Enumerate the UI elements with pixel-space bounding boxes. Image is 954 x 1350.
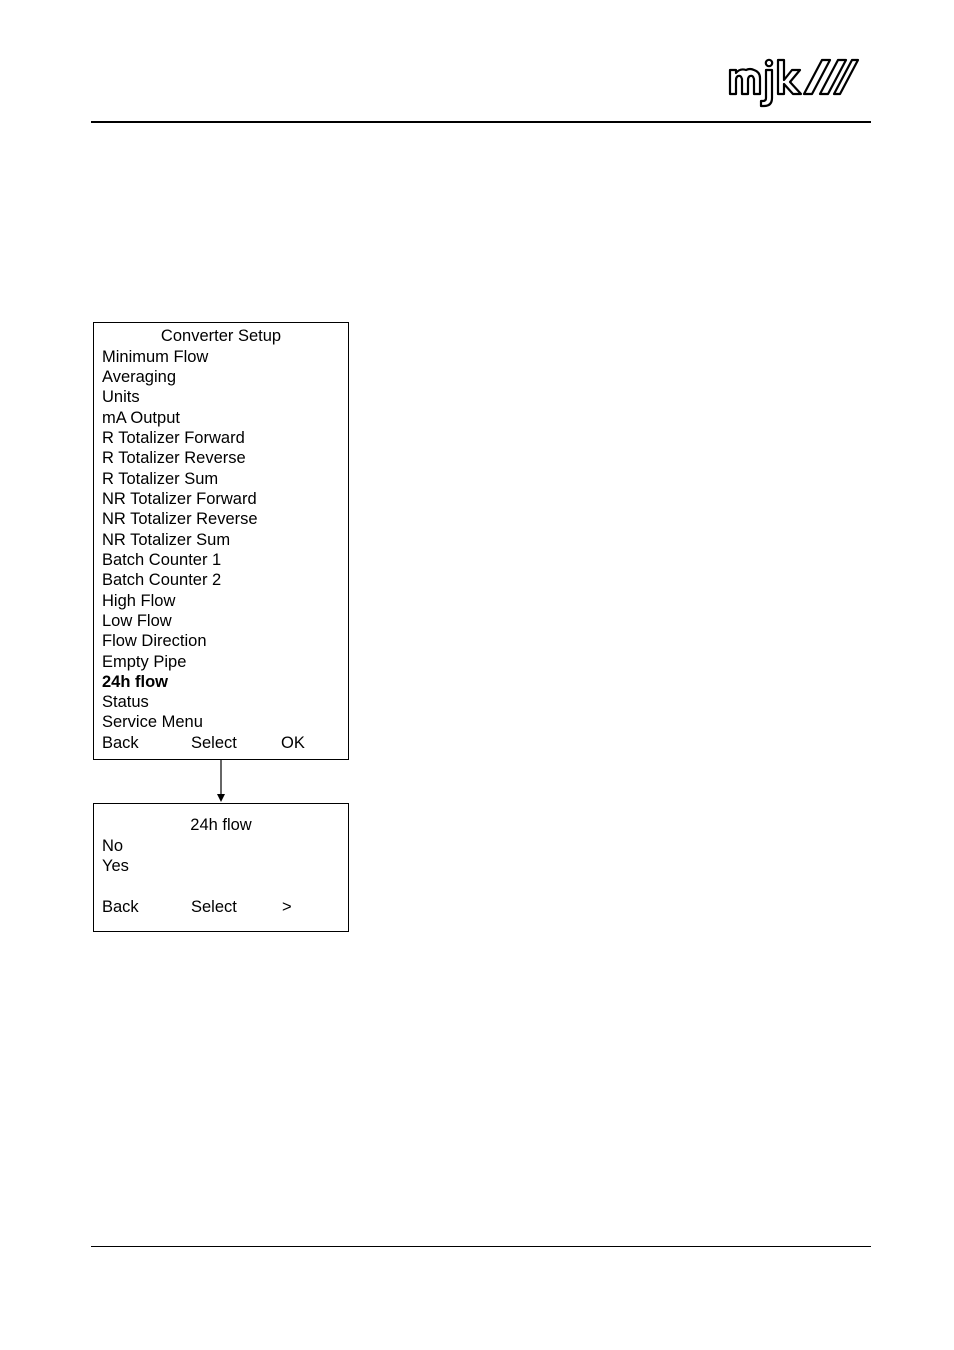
menu-item-batch-counter-1[interactable]: Batch Counter 1 xyxy=(102,551,222,569)
menu-item-r-totalizer-forward[interactable]: R Totalizer Forward xyxy=(102,429,245,447)
menu-item-24h-flow[interactable]: 24h flow xyxy=(102,673,169,691)
menu-item-flow-direction[interactable]: Flow Direction xyxy=(102,632,207,650)
select-softkey[interactable]: Select xyxy=(191,898,237,916)
footer-rule xyxy=(91,1246,871,1247)
menu-item-status[interactable]: Status xyxy=(102,693,149,711)
option-no[interactable]: No xyxy=(102,837,124,855)
menu-item-units[interactable]: Units xyxy=(102,388,140,406)
menu-item-nr-totalizer-sum[interactable]: NR Totalizer Sum xyxy=(102,531,231,549)
back-softkey[interactable]: Back xyxy=(102,898,139,916)
flow-arrow-icon xyxy=(210,759,234,803)
menu-item-r-totalizer-reverse[interactable]: R Totalizer Reverse xyxy=(102,449,246,467)
option-yes[interactable]: Yes xyxy=(102,857,129,875)
converter-setup-menu xyxy=(93,322,349,760)
menu-item-high-flow[interactable]: High Flow xyxy=(102,592,176,610)
menu-item-nr-totalizer-forward[interactable]: NR Totalizer Forward xyxy=(102,490,257,508)
menu-item-nr-totalizer-reverse[interactable]: NR Totalizer Reverse xyxy=(102,510,258,528)
menu-item-low-flow[interactable]: Low Flow xyxy=(102,612,172,630)
mjk-logo xyxy=(724,54,862,110)
menu-item-batch-counter-2[interactable]: Batch Counter 2 xyxy=(102,571,222,589)
menu-item-service-menu[interactable]: Service Menu xyxy=(102,713,203,731)
menu-item-averaging[interactable]: Averaging xyxy=(102,368,177,386)
menu-item-empty-pipe[interactable]: Empty Pipe xyxy=(102,653,187,671)
menu-title: Converter Setup xyxy=(160,327,282,345)
menu-title: 24h flow xyxy=(190,816,252,834)
menu-item-ma-output[interactable]: mA Output xyxy=(102,409,180,427)
header-rule xyxy=(91,121,871,123)
back-softkey[interactable]: Back xyxy=(102,734,139,752)
menu-item-minimum-flow[interactable]: Minimum Flow xyxy=(102,348,209,366)
menu-item-r-totalizer-sum[interactable]: R Totalizer Sum xyxy=(102,470,219,488)
next-softkey[interactable]: > xyxy=(282,898,292,916)
select-softkey[interactable]: Select xyxy=(191,734,237,752)
flow-24h-menu xyxy=(93,803,349,932)
ok-softkey[interactable]: OK xyxy=(281,734,305,752)
